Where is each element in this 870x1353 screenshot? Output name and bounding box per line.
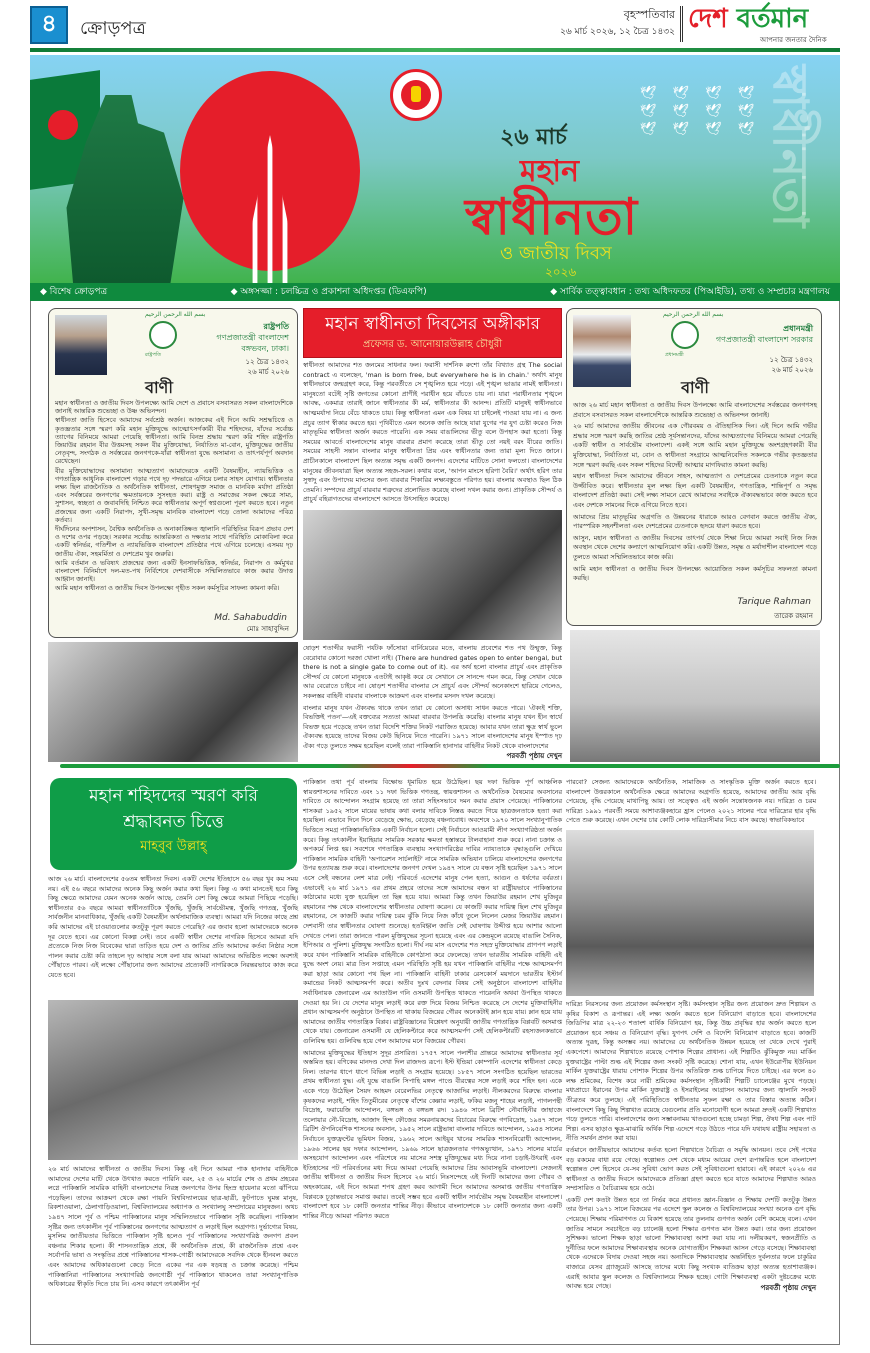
continued-link[interactable]: পরবর্তী পৃষ্ঠায় দেখুন xyxy=(506,752,562,760)
logo-part1: দেশ xyxy=(688,4,728,34)
strip-item-supervision: ◆ সার্বিক তত্ত্বাবধান : তথ্য অধিদফতর (পিআইডি), তথ্য ও সম্প্রচার মন্ত্রণালয় xyxy=(550,286,830,297)
banner-title-line2: স্বাধীনতা xyxy=(465,188,639,246)
paragraph: আসুন, মহান স্বাধীনতা ও জাতীয় দিবসের তাৎপর্য থেকে শিক্ষা নিয়ে আমরা সবাই নিজ নিজ অবস্থান থেকে দেশের কল্যাণে আত্মনিয়োগ করি। একটি উন্নত, সমৃদ্ধ ও মর্যাদাশীল বাংলাদেশ গড়ে তুলতে আমরা সম্মিলিতভাবে কাজ করি। xyxy=(573,533,817,561)
office-country: গণপ্রজাতন্ত্রী বাংলাদেশ xyxy=(216,333,289,342)
liberation-war-photo xyxy=(303,510,562,640)
date-bangla: ১২ চৈত্র ১৪৩২ xyxy=(245,358,289,366)
signature: Tarique Rahman xyxy=(737,597,811,607)
paragraph: দীর্ঘদিনের অপশাসন, বৈশ্বিক অর্থনৈতিক ও অনাকাঙ্ক্ষিত জ্বালানি পরিস্থিতির বিরূপ প্রভাব দেশ ও দশের ওপর পড়ছে। সরকার সর্বোচ্চ আন্তরিকতা ও দক্ষতার সাথে পরিস্থিতি মোকাবিলা করে একটি স্বনির্ভর, গতিশীল ও ন্যায়ভিত্তিক বাংলাদেশ প্রতিষ্ঠার পথে এগিয়ে চলেছে। এসময় দৃঢ় জাতীয় ঐক্য, সহমর্মিতা ও দেশপ্রেম খুব জরুরি। xyxy=(55,525,293,558)
president-portrait xyxy=(55,315,107,375)
victory-celebration-photo xyxy=(570,630,820,762)
prime-minister-seal-icon xyxy=(671,321,699,349)
seal-label: প্রধানমন্ত্রী xyxy=(665,352,684,358)
article-headline-box xyxy=(50,778,297,870)
paragraph: স্বাধীনতা আমাদের শত জনমের সাধনার ফল। ফরাসী দার্শনিক রুশো তাঁর বিখ্যাত গ্রন্থ The social contract এ বলেছেন, 'man is born free, but everywhere he is in chain.' অর্থাৎ মানুষ স্বাধীনভাবে জন্মগ্রহণ করে, কিন্তু পরবর্তীতে সে শৃঙ্খলিত হয়ে পড়ে। এই শৃঙ্খল ভাঙার নামই স্বাধীনতা। মানুষতো বটেই সৃষ্টি জগতের কোনো প্রাণীই পরাধীন হয়ে বাঁচতে চায় না। যারা পরাধীনতার শৃঙ্খলে আবদ্ধ, একমাত্র তারাই জানে স্বাধীনতার কী মর্ম, স্বাধীনতার কী আনন্দ। প্রতিটি মানুষই স্বাধীনভাবে আত্মমর্যাদা নিয়ে বেঁচে থাকতে চায়। কিন্তু স্বাধীনতা এমন এক বিষয় যা চাইলেই পাওয়া যায় না। এ জন্য প্রচুর ত্যাগ স্বীকার করতে হয়। পৃথিবীতে এমন অনেক জাতি আছে যারা যুগের পর যুগ চেষ্টা করেও নিজ মাতৃভূমির স্বাধীনতা অর্জন করতে পারেনি। এক সময় বাঙালিদের ভীতু বলে উপহাস করা হতো। কিন্তু সময়ের আবর্তে বাংলাদেশের মানুষ বারবার প্রমাণ করেছে তারা ভীতু তো নয়ই বরং বীরের জাতি। সময়ের সাহসী সন্তান বাংলার মানুষ স্বাধীনতা প্রিয় এবং স্বাধীনতার জন্য তারা মূল্য দিতে জানে। প্রাচীনকালে বাংলাদেশ ছিল অত্যন্ত সমৃদ্ধ একটি জনপদ। এদেশের মাটিতে সোনা ফলতো। বাংলাদেশের মানুষের জীবনযাত্রা ছিল অত্যন্ত সহজ-সরল। কথায় বলে, 'আপন মাংসে হরিণা বৈরি।' অর্থাৎ হরিণ তার সুস্বাদু এবং উপাদেয় মাংসের জন্য বারবার শিকারির লক্ষ্যবস্তুতে পরিণত হয়। বাংলার অবস্থাও ছিল ঠিক তেমনি। সম্পদের প্রাচুর্য বারবার শত্রুদের প্রলোভিত করেছে বাংলা দখল করার জন্য। প্রাকৃতিক সৌন্দর্য ও প্রাচুর্য বহিরাগতদের বাংলাদেশে আসতে উৎসাহিত করেছে। xyxy=(303,361,562,504)
paragraph: মহান স্বাধীনতা ও জাতীয় দিবস উপলক্ষ্যে আমি দেশে ও প্রবাসে বসবাসরত সকল বাংলাদেশিকে জানাই আন্তরিক শুভেচ্ছা ও উষ্ণ অভিনন্দন। xyxy=(55,399,293,416)
seal-label: রাষ্ট্রপতি xyxy=(145,352,161,358)
date-english: ২৬ মার্চ ২০২৬ xyxy=(247,368,289,376)
page-number: ৪ xyxy=(30,6,68,44)
flag-disc xyxy=(48,110,78,140)
office-country: গণপ্রজাতন্ত্রী বাংলাদেশ সরকার xyxy=(715,335,813,344)
paragraph: আজ ২৬ মার্চ। বাংলাদেশের ৫৬তম স্বাধীনতা দিবস। একটি দেশের ইতিহাসে ৫৬ বছর খুব কম সময় নয়। এই ৫৬ বছরে আমাদের অনেক কিছু অর্জন করার কথা ছিল। কিন্তু এ কথা মানতেই হবে কিছু কিছু ক্ষেত্রে আমাদের যেমন অনেক অর্জন আছে, তেমনি বেশ কিছু ক্ষেত্রে আমরা পিছিয়ে পড়েছি। স্বাধীনতার ৫৬ বছরে আমরা স্বাধীনতাটিকে খুঁজছি, খুঁজছি সার্বভৌমত্ব, খুঁজছি গণতন্ত্র, খুঁজছি সার্বজনীন মানবাধিকার, খুঁজছি একটি বৈষম্যহীন অর্থসামাজিক ব্যবস্থা। আমরা যদি নিজের কাছে প্রশ্ন করি আমাদের এই চাওয়াগুলোর কতটুকু পূরণ করতে পেরেছি? এর জবাব হলো আমাদেরকে অনেক দূর যেতে হবে। এর কোনো বিকল্প নেই। তবে একটি স্বাধীন দেশের নাগরিক হিসেবে আমরা যদি প্রত্যেকে নিজ নিজ বিবেকের দ্বারা তাড়িত হয়ে দেশ ও জাতির প্রতি আমাদের কর্তব্য নিষ্ঠার সঙ্গে পালন করার চেষ্টা করি তাহলে দৃঢ় আস্থার সঙ্গে বলা যায় আমরা আমাদের অভিষ্ঠিত লক্ষ্যে অবশ্যই পৌঁছাতে পারব। এই লক্ষ্যে পৌঁছানোর জন্য আমাদের প্রত্যেকটি নাগরিককে নিরন্তরভাবে কাজ করে যেতে হবে। xyxy=(48,875,298,979)
paragraph: বীর মুক্তিযোদ্ধাদের অসামান্য আত্মত্যাগ আমাদেরকে একটি বৈষম্যহীন, ন্যায়ভিত্তিক ও গণতান্ত্রিক আধুনিক বাংলাদেশ গড়ার পথে দৃঢ় পদভারে এগিয়ে চলার সাহস যোগায়। স্বাধীনতার লক্ষ্য ছিল রাজনৈতিক ও অর্থনৈতিক স্বাধীনতা, শোষণমুক্ত সমাজ ও মানবিক মর্যাদা প্রতিষ্ঠা এবং সর্বস্তরের জনগণের ক্ষমতায়নকে সুসংহত করা। রাষ্ট্র ও সমাজের সকল ক্ষেত্রে সাম্য, সুশাসন, স্বচ্ছতা ও জবাবদিহি নিশ্চিত করে স্বাধীনতার অপূর্ণ স্বপ্নগুলো পূরণ করতে হবে। নতুন প্রজন্মের জন্য একটি নিরাপদ, সুখী-সমৃদ্ধ মানবিক বাংলাদেশ গড়ে তোলা আমাদের পবিত্র কর্তব্য। xyxy=(55,466,293,524)
banner-subtitle: ও জাতীয় দিবস xyxy=(500,243,612,264)
signatory-name: মোঃ সাহাবুদ্দিন xyxy=(246,625,289,633)
paragraph: আমাদের প্রিয় মাতৃভূমির অগ্রগতি ও উন্নয়নের ধারাকে আরও বেগবান করতে জাতীয় ঐক্য, পারস্পরিক সহনশীলতা এবং দেশপ্রেমের চেতনাকে হৃদয়ে ধারণ করতে হবে। xyxy=(573,512,817,531)
office-title: রাষ্ট্রপতি xyxy=(263,322,289,331)
banner-year: ২০২৬ xyxy=(545,265,577,279)
header-rule xyxy=(30,48,840,52)
message-body xyxy=(55,399,293,611)
header-separator xyxy=(680,6,683,42)
paragraph: দারিদ্র্য নিরসনের জন্য প্রয়োজন কর্মসংস্থান সৃষ্টি। কর্মসংস্থান সৃষ্টির জন্য প্রয়োজন দ্রুত শিল্পায়ন ও কৃষির বিকাশ ও রূপান্তর। এই লক্ষ্য অর্জন করতে হলে বিনিয়োগ বাড়াতে হবে। বাংলাদেশের জিডিপির মাত্র ২২-২৩ শতাংশ বার্ষিক বিনিয়োগ হয়, কিন্তু উচ্চ প্রবৃদ্ধির হার অর্জন করতে হলে প্রয়োজন হবে সঞ্চয় ও বিনিয়োগ বৃদ্ধি। যুগপৎ দেশি ও বিদেশি বিনিয়োগ বাড়াতে হবে। কাজটি অত্যন্ত দুরূহ, কিন্তু অসম্ভব নয়। আমাদের যে অর্থনৈতিক উন্নয়ন হয়েছে তা থেকে দেখে পুরাই একপেশে। আমাদের শিল্পখাতে রয়েছে পোশাক শিল্পের প্রাধান্য। এই শিল্পটিও ঝুঁকিমুক্ত নয়। মার্কিন যুক্তরাষ্ট্রের পাল্টা শুল্ক এই শিল্পের জন্য সংকট সৃষ্টি করেছে। শোনা যায়, এখন ইউরোপীয় ইউনিয়ন মার্কিন যুক্তরাষ্ট্রের ধারায় পোশাক শিল্পের উপর অতিরিক্ত শুল্ক চাপিয়ে দিতে চাইছে। এর ফলে ৪০ লক্ষ শ্রমিকের, বিশেষ করে নারী শ্রমিকের কর্মসংস্থান সৃষ্টিকারী শিল্পটি চ্যালেঞ্জের মুখে পড়ছে। মধ্যপ্রাচ্যে ইরানের উপর মার্কিন যুক্তরাষ্ট্র ও ইসরাইলের আগ্রাসন আমাদের জন্য জ্বালানি সংকট তীব্রতর করে তুলছে। এই পরিস্থিতিতে স্বাধীনতার সুফল রক্ষা ও তার বিস্তার অত্যন্ত কঠিন। বাংলাদেশে কিছু কিছু শিল্পখাত রয়েছে যেগুলোর প্রতি মনোযোগী হলে আমরা দ্রুতই একটি শিল্পখাত গড়ে তুলতে পারি। বাংলাদেশের জন্য সম্ভাবনাময় খাতগুলো হচ্ছে চামড়া শিল্প, ঔষধ শিল্প এবং পাট শিল্প। এসব ছাড়াও ক্ষুদ্র-মাঝারি অর্থিক শিল্প এদেশে গড়ে উঠতে পারে যদি যথাযথ রাষ্ট্রীয় সহায়তা ও নীতি সমর্থন প্রদান করা যায়। xyxy=(566,1000,816,1143)
marching-fighters-photo xyxy=(566,830,814,996)
paragraph: একটি দেশ কতটা উন্নত হবে তা নির্ভর করে প্রধানত জ্ঞান-বিজ্ঞান ও শিক্ষায় দেশটি কতটুকু উন্নত তার উপর। ১৯৭১ সালে বিজয়ের পর এদেশে স্কুল কলেজ ও বিশ্ববিদ্যালয়ের সংখ্যা অনেক গুণ বৃদ্ধি পেয়েছে। শিক্ষায় পরিমাণগত যে বিকাশ হয়েছে তার তুলনায় গুণগত অর্জন বেশি কমেছে বলে। এখন জাতির সামনে সবচাইতে বড় চ্যালেঞ্জ হলো শিক্ষার গুণগত মান উন্নত করা। তার জন্য প্রয়োজন সুশিক্ষক। ভালো শিক্ষক ছাড়া ভালো শিক্ষাব্যবস্থা আশা করা যায় না। দলীয়করণ, স্বজনপ্রীতি ও দুর্নীতির ফলে আমাদের শিক্ষাব্যবস্থায় অনেক যোগ্যতাহীন শিক্ষকরা আসন গেড়ে বসেছে। শিক্ষাব্যবস্থা থেকে এদেরকে বিদায় দেওয়া সহজ নয়। অন্যদিকে শিক্ষাব্যবস্থার অন্তর্নিহিত দুর্বলতার ফলে চাকুরির বাজারে যেসব গ্র্যাজুয়েট আসছে তাদের মধ্যে কিছু সংখ্যক ব্যতিক্রম ছাড়া অত্যন্ত হতাশাব্যঞ্জক। এরাই আবার স্কুল কলেজ ও বিশ্ববিদ্যালয়ে শিক্ষক হচ্ছে। গোটা শিক্ষাব্যবস্থা একটা দুষ্টচক্রের মধ্যে আবদ্ধ হয়ে গেছে। xyxy=(566,1195,816,1291)
article-text xyxy=(48,875,298,997)
government-seal-icon xyxy=(390,69,442,121)
president-seal-icon xyxy=(149,321,177,349)
guerrilla-fighters-photo xyxy=(48,1000,298,1160)
message-body xyxy=(573,401,817,591)
article-headline-box xyxy=(303,308,562,358)
paragraph: আজ ২৬ মার্চ মহান স্বাধীনতা ও জাতীয় দিবস উপলক্ষ্যে আমি বাংলাদেশের সর্বস্তরের জনগণসহ প্রবাসে বসবাসরত সকল বাংলাদেশিকে আন্তরিক শুভেচ্ছা ও অভিনন্দন জানাই। xyxy=(573,401,817,419)
paragraph: আমি মহান স্বাধীনতা ও জাতীয় দিবস উপলক্ষ্যে গৃহীত সকল কর্মসূচির সাফল্য কামনা করি। xyxy=(55,584,280,593)
article-text xyxy=(303,644,562,750)
newspaper-logo[interactable] xyxy=(688,4,808,34)
banner xyxy=(30,55,840,283)
article-title-line2[interactable]: শ্রদ্ধাবনত চিত্তে xyxy=(123,812,224,832)
bismillah: بسم الله الرحمن الرحيم xyxy=(663,311,724,318)
paragraph: আমি বর্তমান ও ভবিষ্যৎ প্রজন্মের জন্য একটি ইনসাফভিত্তিক, স্বনির্ভর, নিরাপদ ও কর্মমুখর বাংলাদেশ বিনির্মাণে দল-মত-পথ নির্বিশেষে দেশবাসীকে সম্মিলিতভাবে কাজ করার উদাত্ত আহ্বান জানাই। xyxy=(55,558,293,584)
paragraph: পাকিস্তান তথা পূর্ব বাংলায় বিক্ষোভ ধূমায়িত হয়ে উঠেছিল। ছয় দফা ভিত্তিক পূর্ণ আঞ্চলিক স্বায়ত্তশাসনের দাবিতে এবং ১১ দফা ভিত্তিক গণতন্ত্র, স্বায়ত্তশাসন ও অর্থনৈতিক বৈষম্যের অবসানের দাবিতে যে আন্দোলন সংগ্রাম হয়েছে তা তারা সহিংসভাবে দমন করার প্রয়াস পেয়েছে। পাকিস্তানের শাসকরা ১৯৫২ সালে মায়ের ভাষায় কথা বলার দাবিকে নিস্তব্ধ করতে গিয়ে ছাত্রজনতাকে হত্যা করা হয়েছিল। এভাবে দিনে দিনে বেড়েছে ক্ষোভ, বেড়েছে বঞ্চনাবোধ। অবশেষে ১৯৭০ সালে সংখ্যানুপাতিক ভিত্তিতে সমগ্র পাকিস্তানভিত্তিক একটি নির্বাচন হলো। সেই নির্বাচনে আওয়ামী লীগ সংখ্যাগরিষ্ঠতা অর্জন করে। কিন্তু তৎকালীন ইয়াহিয়ার সামরিক সরকার ক্ষমতা হস্তান্তরে টালবাহানা শুরু করে। নানা চক্রান্ত ও অপকর্মে লিপ্ত হয়। সবশেষে গণতান্ত্রিক ব্যবস্থায় সংখ্যাগরিষ্ঠের দাবির ন্যায্যতাকে বৃদ্ধাঙ্গুলি দেখিয়ে পাকিস্তান সামরিক বাহিনী 'অপারেশন সার্চলাইট' নামে সামরিক অভিযান চালিয়ে বাংলাদেশের জনগণের উপর হত্যাযজ্ঞ শুরু করে। বাংলাদেশের জনগণ দেখল ১৯৪৭ সালে যে বন্ধন সৃষ্টি হয়েছিল ১৯৭১ সালে এসে সেই বন্ধনের লেশ মাত্র নেই। পরিবর্তে এদেশের মানুষ পেল হত্যা, আগুন ও ধর্ষণের বর্বরতা। এভাবেই ২৬ মার্চ ১৯৭১ এর প্রথম প্রহরে তাদের সঙ্গে আমাদের বন্ধন যা রাষ্ট্রীয়ভাবে পাকিস্তানের কাঠামোর মধ্যে যুক্ত হয়েছিল তা ছিন্ন হয়ে যায়। আমরা কিন্তু তখন জিয়াউর রহমান শেখ মুজিবুর রহমানের পক্ষ থেকে বাংলাদেশের স্বাধীনতার ঘোষণা করেন। যে কাজটি করার দায়িত্ব ছিল শেখ মুজিবুর রহমানের, সে কাজটি করার দায়িত্ব চরম ঝুঁকি নিয়ে নিজ কাঁধে তুলে নিলেন মেজর জিয়াউর রহমান। দেশবাসী তার স্বাধীনতার ঘোষণা শুনেছে। হতবিহ্বল জাতি সেই ঘোষণায় উদ্দীপ্ত হয়ে আশার আলো দেখতে পেল। তারা জানতে পারল মুক্তিযুদ্ধের সূচনা হয়েছে এবং এর কেন্দ্রমূলে রয়েছে বাঙালি সৈনিক, ইপিআর ও পুলিশ। মুক্তিযুদ্ধ সংগঠিত হলো। দীর্ঘ নয় মাস এদেশের শত সহস্র মুক্তিযোদ্ধার প্রাণপণ লড়াই করে যখন পাকিস্তানি সামরিক বাহিনীকে কোণঠাসা করে ফেলেছে। তখন ভারতীয় সামরিক বাহিনী এই যুদ্ধে অংশ নেয়। মাত্র তিন সপ্তাহে এমন পরিস্থিতি সৃষ্টি হয় যখন পাকিস্তানি বাহিনীর পক্ষে আত্মসমর্পণ করা ছাড়া আর কোনো পথ ছিল না। পাকিস্তানি বাহিনী ঢাকার রেসকোর্স ময়দানে ভারতীয় ইস্টার্ন কমান্ডের নিকট আত্মসমর্পণ করে। অতীব দুঃখ বেদনার বিষয় সেই অনুষ্ঠানে বাংলাদেশ বাহিনীর সর্বাধিনায়ক জেনারেল এম আতাউল গনি ওসমানী উপস্থিত থাকতে পারেননি অথবা উপস্থিত থাকতে দেওয়া হয় নি। যে দেশের মানুষ লড়াই করে রক্ত দিয়ে বিজয় নিশ্চিত করেছে সে দেশের মুক্তিবাহিনীর প্রধান আত্মসমর্পণ অনুষ্ঠানে উপস্থিত না থাকায় বিজয়ের গৌরব অনেকটাই ম্লান হয়ে যায়। ম্লান হয়ে যায় আমাদের জাতীয় গণতান্ত্রিক বিপ্লব। রাষ্ট্রবিজ্ঞানের বিশ্লেষণ অনুযায়ী জাতীয় গণতান্ত্রিক বিপ্লবটি অসমাপ্ত থেকে যায়। জেনারেল ওসমানী যে হেলিকপ্টারে করে আত্মসমর্পণ সেই হেলিকপ্টারটি রহস্যজনকভাবে গুলিবিদ্ধ হয়। গুলিবিদ্ধ হয়ে গেল আমাদের মনে বিজয়ের গৌরব। xyxy=(303,778,562,1046)
article-text xyxy=(303,778,562,1295)
office-address: বঙ্গভবন, ঢাকা। xyxy=(241,344,289,353)
issue-day: বৃহস্পতিবার xyxy=(623,8,675,21)
strip-item-special: ◆ বিশেষ ক্রোড়পত্র xyxy=(40,286,108,297)
banner-watermark: স্বাধীনতা xyxy=(762,65,818,228)
message-heading: বাণী xyxy=(145,378,173,397)
prime-minister-message-box xyxy=(566,308,822,626)
doves-icon: 🕊 🕊 🕊 🕊 🕊 🕊 🕊 🕊 🕊 🕊 🕊 🕊 xyxy=(640,86,761,137)
date-bangla: ১২ চৈত্র ১৪৩২ xyxy=(769,356,813,364)
paragraph: বাংলার মানুষ যখন ঐক্যবদ্ধ থাকে তখন তারা যে কোনো অসাধ্য সাধন করতে পারে। 'ঐক্যই শক্তি, বিভক্তিই পতন'—এই বক্তব্যের সত্যতা আমরা বারবার উপলব্ধি করেছি। বাংলার মানুষ যখন হীন স্বার্থে বিভক্ত হয়ে পড়েছে তখন তারা বিদেশি শক্তির নিকট পরাজিত হয়েছে। আবার যখন তারা ক্ষুদ্র স্বার্থ ভুলে ঐক্যবদ্ধ হয়েছে তাদের বিজয় কেউ ছিনিয়ে নিতে পারেনি। ১৯৭১ সালে বাংলাদেশের মানুষ ইস্পাত দৃঢ় ঐক্য গড়ে তুলতে সক্ষম হয়েছিল বলেই তারা পাকিস্তানি হানাদার বাহিনীর নিকট থেকে বাংলাদেশের xyxy=(303,703,562,750)
paragraph: আমাদের মুক্তিযুদ্ধের ইতিহাস সুদূর প্রসারিত। ১৭৫৭ সালে পলাশীর প্রান্তরে আমাদের স্বাধীনতার সূর্য অস্তমিত হয়। বণিকের মানদণ্ড দেখা দিল রাজদণ্ড রূপে। ইস্ট ইন্ডিয়া কোম্পানি এদেশের স্বাধীনতা কেড়ে নিল। তারপর ধাপে ধাপে বিভিন্ন লড়াই ও সংগ্রাম হয়েছে। ১৮৫৭ সালে সংগঠিত হয়েছিল ভারতের প্রথম স্বাধীনতা যুদ্ধ। এই যুদ্ধে বাঙালি সিপাহি মঙ্গল পাণ্ডে বীরত্বের সঙ্গে লড়াই করে শহিদ হন। একে একে গড়ে উঠেছিল সৈয়দ আহমদ বেরেলভির নেতৃত্বে আজাদির লড়াই। নীলকরদের বিরুদ্ধে বাংলার কৃষকদের লড়াই, শহিদ তিতুমীরের নেতৃত্বে বাঁশের কেল্লার লড়াই, ফকির মজনু শাহের লড়াই, পাগলপন্থী বিদ্রোহ, ফরায়েজি আন্দোলন, বঙ্গভঙ্গ ও বঙ্গভঙ্গ রদ। ১৯৪৬ সালে ব্রিটিশ নৌবাহিনীর জাহাজে তলোয়ার নৌ-বিদ্রোহ, আজাদ হিন্দ ফৌজের সমরনায়কদের বিচারের বিরুদ্ধে গণবিদ্রোহ, ১৯৪৭ সালে ব্রিটিশ ঔপনিবেশিক শাসনের অবসান, ১৯৫২ সালে রাষ্ট্রভাষা বাংলার দাবিতে আন্দোলন, ১৯৫৪ সালের নির্বাচনে যুক্তফ্রন্টের ভূমিধস বিজয়, ১৯৬২ সালে আইয়ুব খানের সামরিক শাসনবিরোধী আন্দোলন, ১৯৬৬ সালের ছয় দফার আন্দোলন, ১৯৬৯ সালে ছাত্রজনতার গণঅভ্যুত্থান, ১৯৭১ সালের মার্চের অসহযোগ আন্দোলন এবং পরিশেষে নয় মাসের সশস্ত্র মুক্তিযুদ্ধের মধ্য দিয়ে নানা চড়াই-উৎরাই এবং ইতিহাসের পট পরিবর্তনের মধ্য দিয়ে আমরা পেয়েছি আমাদের প্রিয় আবাসভূমি বাংলাদেশ। সেজন্যই জাতীয় স্বাধীনতা ও জাতীয় দিবস হিসেবে ২৬ মার্চ। নিঃসন্দেহে এই দিনটি আমাদের জন্য গৌরব ও অহংকারের, এই দিনে আমরা শপথ গ্রহণ করব আগামী দিনে আমাদের অসমাপ্ত জাতীয় গণতান্ত্রিক বিপ্লবকে চূড়ান্তভাবে সমাপ্ত করার। তবেই সম্ভব হবে একটি স্বাধীন সার্বভৌম সমৃদ্ধ বৈষম্যহীন বাংলাদেশ। বাংলাদেশ হবে ১৮ কোটি জনতার শান্তির নীড়। কীভাবে বাংলাদেশকে ১৮ কোটি জনতার জন্য একটি শান্তির নীড়ে আমরা পরিণত করতে xyxy=(303,1048,562,1220)
logo-tagline: আপনার জনতার দৈনিক xyxy=(760,36,827,44)
paragraph: পারবো? সেজন্য আমাদেরকে অর্থনৈতিক, সামাজিক ও সাংস্কৃতিক মুক্তি অর্জন করতে হবে। বাংলাদেশ উত্তরকালে অর্থনৈতিক ক্ষেত্রে আমাদের অগ্রগতি হয়েছে, আমাদের জাতীয় আয় বৃদ্ধি পেয়েছে, বৃদ্ধি পেয়েছে মাথাপিছু আয়। তা সত্ত্বেও এই অর্জন সন্তোষজনক নয়। দারিদ্র্য ও চরম দারিদ্র্য ১৯৯১ পরবর্তী সময়ে আশাব্যঞ্জকহারে হ্রাস পেলেও ২০২১ সালের পরে দারিদ্র্যের হার বৃদ্ধি পেতে শুরু করেছে। এখন দেশের চার কোটি লোক দারিদ্র্যসীমার নিচে বাস করছে। স্বাভাবিকভাবে xyxy=(566,778,816,825)
signature: Md. Sahabuddin xyxy=(214,613,287,623)
message-heading: বাণী xyxy=(681,378,709,397)
section-divider xyxy=(60,764,840,768)
article-title-line1[interactable]: মহান শহিদদের স্মরণ করি xyxy=(89,786,258,806)
section-title: ক্রোড়পত্র xyxy=(80,18,146,39)
article-author: মাহবুব উল্লাহ্ xyxy=(140,839,207,854)
paragraph: আমি মহান স্বাধীনতা ও জাতীয় দিবস উপলক্ষ্যে আয়োজিত সকল কর্মসূচির সফলতা কামনা করছি। xyxy=(573,564,817,583)
paragraph: বর্তমানে জাতীয়ভাবে আমাদের কর্তব্য হলো শিল্পখাতে বৈচিত্র্য ও সমৃদ্ধি আনয়ন। তবে সেই পথের বড় রকমের বাধা রয়ে গেছে। স্বল্পোন্নত দেশ থেকে মধ্যম আয়ের দেশে রূপান্তরিত হলে বাংলাদেশ স্বল্পোন্নত দেশ হিসেবে যে-সব সুবিধা ভোগ করত সেই সুবিধাগুলো হারাবে। এই কারণে ২০২৬ এর স্বাধীনতা ও জাতীয় দিবসে আমাদেরকে প্রতিজ্ঞা গ্রহণ করতে হবে যাতে আমাদের শিল্পখাত আরও সম্প্রসারিত ও বৈচিত্র্যময় হয়ে ওঠে। xyxy=(566,1145,816,1193)
bismillah: بسم الله الرحمن الرحيم xyxy=(145,311,206,318)
freedom-fighters-photo xyxy=(48,642,298,762)
banner-date: ২৬ মার্চ xyxy=(500,125,567,150)
signatory-name: তারেক রহমান xyxy=(774,612,813,620)
paragraph: ২৬ মার্চ আমাদের স্বাধীনতা ও জাতীয় দিবস। কিন্তু এই দিনে আমরা পাক হানাদার বাহিনীকে আমাদের দেশের মাটি থেকে উৎখাত করতে পারিনি বরং, ২৫ ও ২৬ মার্চের শেষ ও প্রথম প্রহরের লগ্নে পাকিস্তানি সামরিক বাহিনী বাংলাদেশের নিরস্ত্র জনগণের উপর হিংস্র হায়েনার মতো ঝাঁপিয়ে পড়েছিল। তাদের আক্রমণ থেকে রক্ষা পায়নি বিশ্ববিদ্যালয়ের ছাত্র-ছাত্রী, ফুটপাতে ঘুমন্ত মানুষ, রিকশাওয়ালা, ঠেলাগাড়িওয়ালা, বিশ্ববিদ্যালয়ের অধ্যাপক ও সংখ্যালঘু সম্প্রদায়ের মানুষজন। অথচ ১৯৪৭ সালে পূর্ব ও পশ্চিম পাকিস্তানের মানুষ সম্মিলিতভাবে পাকিস্তান সৃষ্টি করেছিল। পাকিস্তান সৃষ্টির জন্য তৎকালীন পূর্ব পাকিস্তানের জনগণের আত্মত্যাগ ও লড়াই ছিল অগ্রগণ্য। দুর্ভাগ্যের বিষয়, মুসলিম জাতীয়তার ভিত্তিতে পাকিস্তান সৃষ্টি হলেও পূর্ব পাকিস্তানের সংখ্যাগরিষ্ঠ জনগণ প্রবল বঞ্চনার শিকার হলো। কী শাসনতান্ত্রিক প্রশ্নে, কী অর্থনৈতিক প্রশ্নে, কী রাজনৈতিক প্রশ্নে এবং সর্বোপরি ভাষা ও সংস্কৃতির প্রশ্নে পাকিস্তানের শাসক-গোষ্ঠী আমাদেরকে সবদিক থেকে হীনবল করতে এবং আমাদের অধিকারগুলো কেড়ে নিতে একের পর এক ষড়যন্ত্র ও চক্রান্ত করেছে। পশ্চিম পাকিস্তানিরা পাকিস্তানের সংখ্যাগরিষ্ঠ জনগোষ্ঠী পূর্ব পাকিস্তানে থাকলেও তারা সংখ্যানুপাতিক অধিকারের স্বীকৃতি দিতে চায় নি। এসব কারণে তৎকালীন পূর্ব xyxy=(48,1165,298,1289)
paragraph: ২৬ মার্চ আমাদের জাতীয় জীবনের এক গৌরবময় ও ঐতিহাসিক দিন। এই দিনে আমি গভীর শ্রদ্ধার সঙ্গে স্মরণ করছি জাতির শ্রেষ্ঠ সূর্যসন্তানদের, যাঁদের আত্মত্যাগের বিনিময়ে আমরা পেয়েছি একটি স্বাধীন ও সার্বভৌম বাংলাদেশ। একই সঙ্গে আমি মহান মুক্তিযুদ্ধে অংশগ্রহণকারী বীর মুক্তিযোদ্ধা, নির্যাতিতা মা, বোন ও স্বাধীনতা সংগ্রামে আত্মনিবেদিত সকলকে গভীর কৃতজ্ঞতার সঙ্গে স্মরণ করছি এবং সকল শহিদের বিদেহী আত্মার মাগফিরাত কামনা করছি। xyxy=(573,422,817,469)
article-title[interactable]: মহান স্বাধীনতা দিবসের অঙ্গীকার xyxy=(325,314,540,334)
paragraph: মহান স্বাধীনতা দিবস আমাদের জীবনে সাহস, আত্মত্যাগ ও দেশপ্রেমের চেতনাকে নতুন করে উজ্জীবিত করে। স্বাধীনতার মূল লক্ষ্য ছিল একটি বৈষম্যহীন, গণতান্ত্রিক, শান্তিপূর্ণ ও সমৃদ্ধ বাংলাদেশ প্রতিষ্ঠা করা। সেই লক্ষ্য সামনে রেখে আমাদের সবাইকে ঐক্যবদ্ধভাবে কাজ করতে হবে এবং দেশকে সামনের দিকে এগিয়ে নিতে হবে। xyxy=(573,472,817,509)
prime-minister-portrait xyxy=(573,315,631,387)
paragraph: স্বাধীনতা জাতি হিসেবে আমাদের সর্বশ্রেষ্ঠ অর্জন। আজকের এই দিনে আমি সশ্রদ্ধচিত্তে ও কৃতজ্ঞতার সঙ্গে স্মরণ করি মহান মুক্তিযুদ্ধে আত্মোৎসর্গকারী বীর শহিদদের, যাঁদের সর্বোচ্চ ত্যাগের বিনিময়ে আমরা পেয়েছি স্বাধীনতা। আমি বিনম্র শ্রদ্ধায় স্মরণ করি শহিদ রাষ্ট্রপতি জিয়াউর রহমান বীর উত্তমসহ সকল বীর মুক্তিযোদ্ধা, নির্যাতিত মা-বোন, মুক্তিযুদ্ধের জাতীয় নেতৃবৃন্দ, সংগঠক ও সর্বস্তরের জনগণকে-যাঁরা স্বাধীনতা যুদ্ধে অসামান্য ও তাৎপর্যপূর্ণ অবদান রেখেছেন। xyxy=(55,416,293,466)
office-title: প্রধানমন্ত্রী xyxy=(783,324,813,333)
president-message-box xyxy=(48,308,298,638)
issue-date: ২৬ মার্চ ২০২৬, ১২ চৈত্র ১৪৩২ xyxy=(560,27,675,37)
paragraph: ষোড়শ শতাব্দীর ফরাসী পর্যটক ফাঁসোয়া বার্নিয়েরের মতে, বাংলায় প্রবেশের শত পথ উন্মুক্ত, কিন্তু বেরোবার কোনো দরজা খোলা নাই। (There are hundred gates open to enter bengal, but there is not a single gate to come out of it). এর অর্থ হলো বাংলার প্রাচুর্য এবং প্রাকৃতিক সৌন্দর্য যে কোনো মানুষকে এতটাই আকৃষ্ট করে যে সেখানে সে সানন্দে গমন করে, কিন্তু সেখান থেকে আর বেরোতে চাইবে না। ষোড়শ শতাব্দীর বাংলার সে প্রাচুর্য এবং সৌন্দর্য অনেকাংশে হারিয়ে গেলেও, সকলস্তর বাহিনী বারবার বাংলাকে আক্রমণ এবং বাংলার মসনদ দখল করেছে। xyxy=(303,644,562,700)
strip-item-design: ◆ অঙ্গসজ্জা : চলচ্চিত্র ও প্রকাশনা অধিদপ্তর (ডিএফপি) xyxy=(230,286,427,297)
banner-title-line1: মহান xyxy=(520,154,580,189)
article-text xyxy=(566,778,816,826)
date-english: ২৬ মার্চ ২০২৬ xyxy=(771,366,813,374)
continued-link[interactable]: পরবর্তী পৃষ্ঠায় দেখুন xyxy=(760,1284,816,1292)
logo-part2: বর্তমান xyxy=(736,4,809,34)
credits-strip xyxy=(30,283,840,301)
article-text xyxy=(48,1165,298,1295)
article-author: প্রফেসর ড. আনোয়ারউল্লাহ চৌধুরী xyxy=(362,339,503,350)
article-text xyxy=(303,361,562,507)
